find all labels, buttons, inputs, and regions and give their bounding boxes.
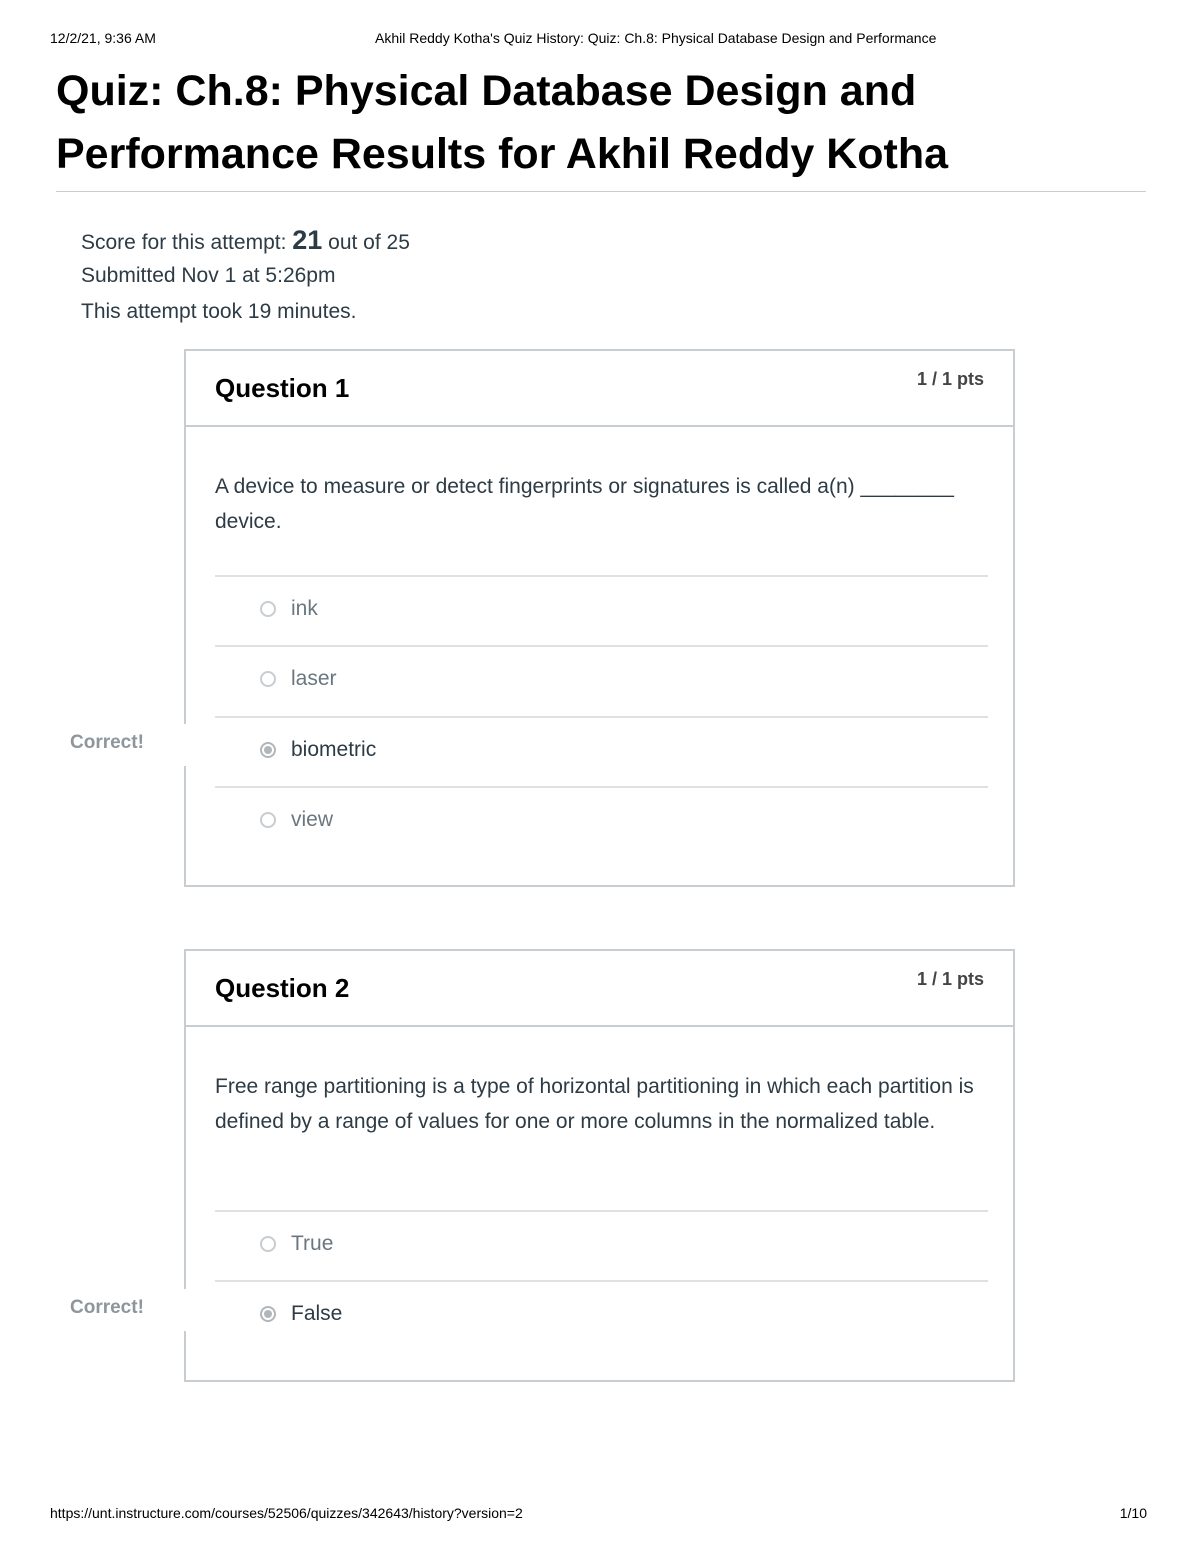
score-value: 21 bbox=[292, 225, 323, 255]
answer-label: view bbox=[291, 808, 334, 831]
answer-label: False bbox=[291, 1302, 343, 1325]
question-title: Question 2 bbox=[215, 973, 350, 1003]
correct-answer-flag: Correct! bbox=[70, 732, 144, 753]
question-points: 1 / 1 pts bbox=[916, 969, 984, 989]
question-card-1 bbox=[184, 349, 1015, 887]
print-date: 12/2/21, 9:36 AM bbox=[50, 30, 156, 46]
attempt-summary bbox=[81, 222, 410, 330]
radio-button-selected[interactable] bbox=[260, 742, 276, 758]
question-points: 1 / 1 pts bbox=[916, 369, 984, 389]
answer-option-selected[interactable] bbox=[215, 716, 988, 786]
answer-label: ink bbox=[291, 597, 318, 620]
answer-option[interactable] bbox=[215, 645, 988, 715]
question-card-2 bbox=[184, 949, 1015, 1382]
radio-button[interactable] bbox=[260, 1236, 276, 1252]
card-border-gap bbox=[182, 724, 188, 766]
answer-option[interactable] bbox=[215, 575, 988, 645]
correct-answer-flag: Correct! bbox=[70, 1297, 144, 1318]
answer-label: laser bbox=[291, 667, 337, 690]
question-text: A device to measure or detect fingerprints or signatures is called a(n) ________ device. bbox=[215, 475, 954, 533]
card-border-gap bbox=[182, 1289, 188, 1331]
score-line bbox=[81, 222, 410, 258]
answer-label: biometric bbox=[291, 738, 377, 761]
title-divider bbox=[56, 191, 1146, 192]
radio-button[interactable] bbox=[260, 601, 276, 617]
duration-line: This attempt took 19 minutes. bbox=[81, 300, 357, 323]
answer-label: True bbox=[291, 1232, 334, 1255]
print-header bbox=[50, 30, 1150, 50]
score-prefix: Score for this attempt: bbox=[81, 231, 293, 254]
radio-button[interactable] bbox=[260, 671, 276, 687]
score-suffix: out of 25 bbox=[322, 231, 410, 254]
page-title: Quiz: Ch.8: Physical Database Design and Performance Results for Akhil Reddy Kotha bbox=[56, 67, 949, 178]
radio-button[interactable] bbox=[260, 812, 276, 828]
question-header bbox=[186, 951, 1013, 1027]
page-number: 1/10 bbox=[1119, 1505, 1147, 1521]
submitted-line: Submitted Nov 1 at 5:26pm bbox=[81, 264, 336, 287]
print-document-title: Akhil Reddy Kotha's Quiz History: Quiz: Ch.8: Physical Database Design and Performance bbox=[375, 30, 937, 46]
page-url: https://unt.instructure.com/courses/52506/quizzes/342643/history?version=2 bbox=[50, 1505, 523, 1521]
answer-option[interactable] bbox=[215, 1210, 988, 1280]
answer-option-selected[interactable] bbox=[215, 1280, 988, 1350]
radio-button-selected[interactable] bbox=[260, 1306, 276, 1322]
question-text: Free range partitioning is a type of horizontal partitioning in which each partition is defined by a range of values for one or more columns in the normalized table. bbox=[215, 1075, 974, 1133]
answer-option[interactable] bbox=[215, 786, 988, 856]
question-title: Question 1 bbox=[215, 373, 350, 403]
question-header bbox=[186, 351, 1013, 427]
